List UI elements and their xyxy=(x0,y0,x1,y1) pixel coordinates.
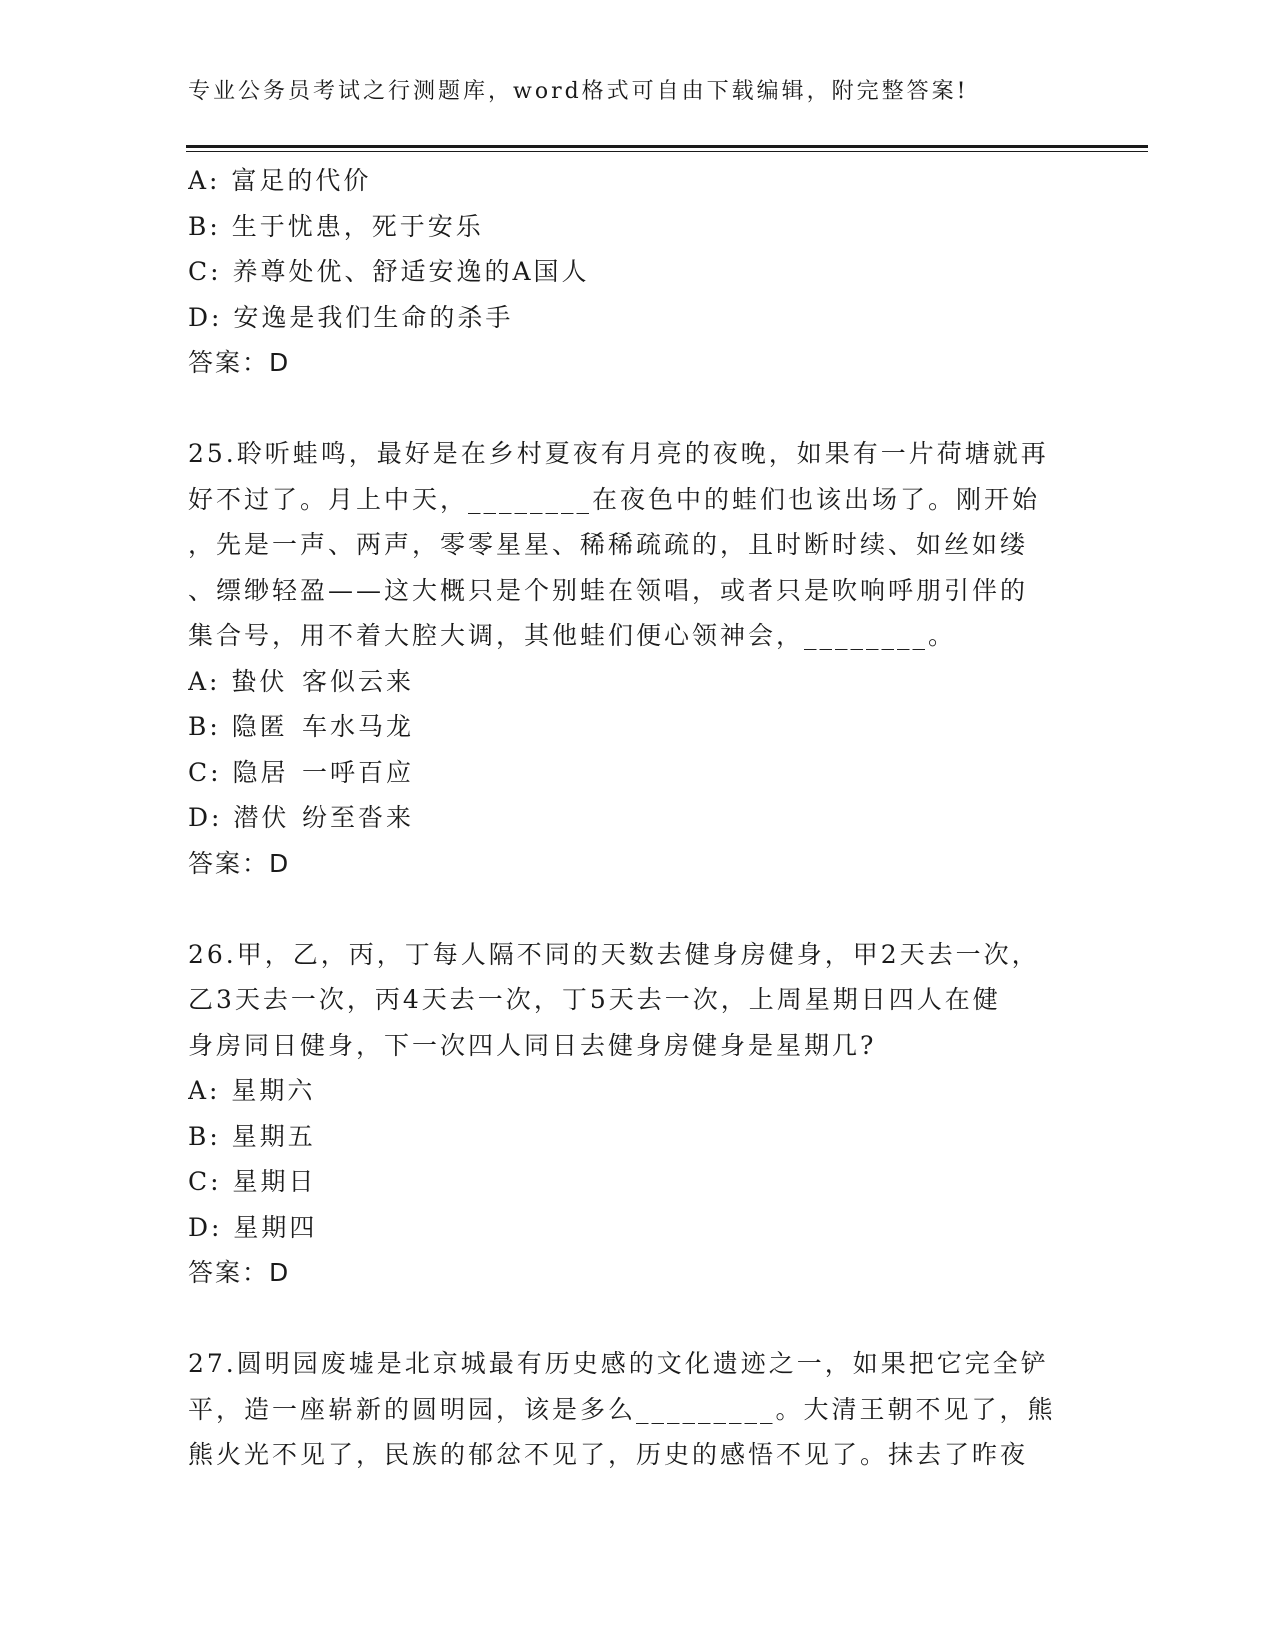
spacer xyxy=(188,386,1088,432)
header-rule-thin xyxy=(186,151,1148,152)
question-content xyxy=(188,158,1088,1478)
option-c: C: 星期日 xyxy=(188,1167,317,1196)
option-c-term: C: 隐居 xyxy=(188,757,289,787)
option-b: B: 星期五 xyxy=(188,1121,316,1151)
option-d: D: 星期四 xyxy=(188,1212,318,1242)
stem-line: 27.圆明园废墟是北京城最有历史感的文化遗迹之一，如果把它完全铲 xyxy=(188,1349,1049,1378)
option-b xyxy=(188,704,1088,750)
header-rule-thick xyxy=(186,145,1148,148)
stem-line: 身房同日健身，下一次四人同日去健身房健身是星期几? xyxy=(188,1030,877,1060)
stem-line: 26.甲，乙，丙，丁每人隔不同的天数去健身房健身，甲2天去一次， xyxy=(188,939,1040,969)
stem-line: 熊火光不见了，民族的郁忿不见了，历史的感悟不见了。抹去了昨夜 xyxy=(188,1440,1029,1469)
option-d xyxy=(188,795,1088,841)
question-24-options xyxy=(188,158,1088,340)
stem-line: 、缥缈轻盈——这大概只是个别蛙在领唱，或者只是吹响呼朋引伴的 xyxy=(188,575,1029,605)
option-c-phrase: 一呼百应 xyxy=(302,757,415,787)
question-25-answer: 答案：D xyxy=(188,848,291,878)
option-b-term: B: 隐匿 xyxy=(188,712,288,741)
page-header: 专业公务员考试之行测题库，word格式可自由下载编辑，附完整答案! xyxy=(188,79,969,104)
stem-line: 平，造一座崭新的圆明园，该是多么_________。大清王朝不见了，熊 xyxy=(188,1394,1056,1424)
option-a-phrase: 客似云来 xyxy=(302,666,415,696)
stem-line: 25.聆听蛙鸣，最好是在乡村夏夜有月亮的夜晚，如果有一片荷塘就再 xyxy=(188,439,1049,468)
stem-line: ，先是一声、两声，零零星星、稀稀疏疏的，且时断时续、如丝如缕 xyxy=(188,530,1029,559)
option-d-term: D: 潜伏 xyxy=(188,803,290,832)
option-c xyxy=(188,750,1088,796)
option-b: B: 生于忧患，死于安乐 xyxy=(188,211,484,241)
question-26-answer: 答案：D xyxy=(188,1258,291,1287)
spacer xyxy=(188,1296,1088,1342)
question-26-stem xyxy=(188,932,1088,1069)
stem-line: 好不过了。月上中天，________在夜色中的蛙们也该出场了。刚开始 xyxy=(188,484,1041,514)
option-a-term: A: 蛰伏 xyxy=(188,666,288,696)
option-b-phrase: 车水马龙 xyxy=(302,712,415,741)
option-a: A: 星期六 xyxy=(188,1076,316,1105)
option-c: C: 养尊处优、舒适安逸的A国人 xyxy=(188,257,590,286)
question-27-stem xyxy=(188,1341,1088,1478)
option-d: D: 安逸是我们生命的杀手 xyxy=(188,302,514,332)
question-25-options xyxy=(188,659,1088,841)
option-a xyxy=(188,659,1088,705)
option-d-phrase: 纷至沓来 xyxy=(302,803,415,832)
question-24-answer: 答案：D xyxy=(188,348,291,377)
question-25-stem xyxy=(188,431,1088,659)
stem-line: 集合号，用不着大腔大调，其他蛙们便心领神会，________。 xyxy=(188,621,957,650)
question-26-options xyxy=(188,1068,1088,1250)
stem-line: 乙3天去一次，丙4天去一次，丁5天去一次，上周星期日四人在健 xyxy=(188,985,1001,1014)
spacer xyxy=(188,886,1088,932)
option-a: A: 富足的代价 xyxy=(188,166,372,195)
